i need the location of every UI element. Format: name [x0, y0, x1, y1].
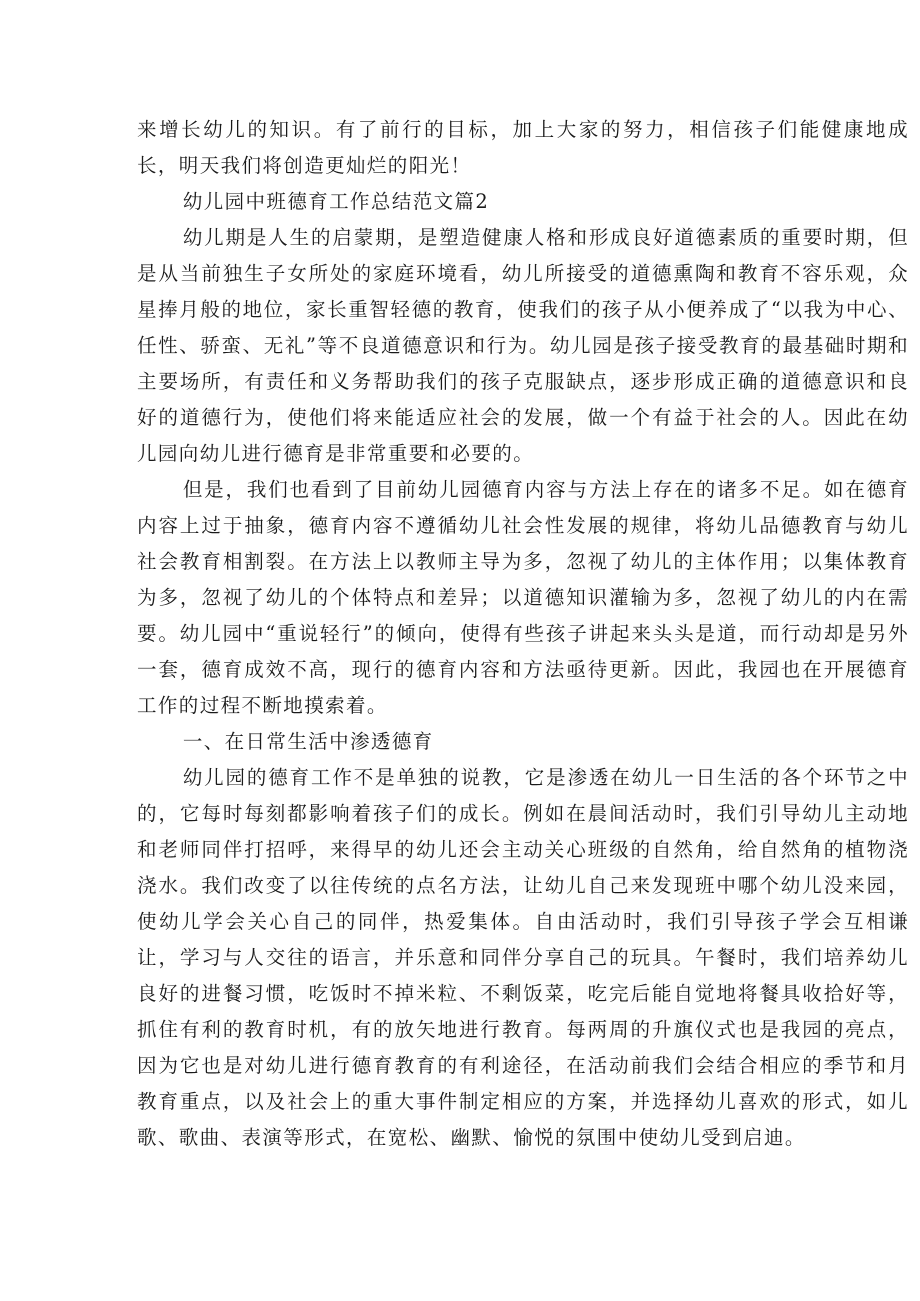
- paragraph: 但是，我们也看到了目前幼儿园德育内容与方法上存在的诸多不足。如在德育内容上过于抽象，德育内容不遵循幼儿社会性发展的规律，将幼儿品德教育与幼儿社会教育相割裂。在方法上以教师主导为多，忽视了幼儿的主体作用；以集体教育为多，忽视了幼儿的个体特点和差异；以道德知识灌输为多，忽视了幼儿的内在需要。幼儿园中“重说轻行”的倾向，使得有些孩子讲起来头头是道，而行动却是另外一套，德育成效不高，现行的德育内容和方法亟待更新。因此，我园也在开展德育工作的过程不断地摸索着。: [137, 478, 909, 717]
- document-body: [137, 112, 909, 1156]
- paragraph-continuation: 来增长幼儿的知识。有了前行的目标，加上大家的努力，相信孩子们能健康地成长，明天我们将创造更灿烂的阳光！: [137, 118, 909, 177]
- paragraph: 幼儿期是人生的启蒙期，是塑造健康人格和形成良好道德素质的重要时期，但是从当前独生子女所处的家庭环境看，幼儿所接受的道德熏陶和教育不容乐观，众星捧月般的地位，家长重智轻德的教育，使我们的孩子从小便养成了“以我为中心、任性、骄蛮、无礼”等不良道德意识和行为。幼儿园是孩子接受教育的最基础时期和主要场所，有责任和义务帮助我们的孩子克服缺点，逐步形成正确的道德意识和良好的道德行为，使他们将来能适应社会的发展，做一个有益于社会的人。因此在幼儿园向幼儿进行德育是非常重要和必要的。: [137, 226, 909, 465]
- paragraph: 幼儿园的德育工作不是单独的说教，它是渗透在幼儿一日生活的各个环节之中的，它每时每刻都影响着孩子们的成长。例如在晨间活动时，我们引导幼儿主动地和老师同伴打招呼，来得早的幼儿还会主动关心班级的自然角，给自然角的植物浇浇水。我们改变了以往传统的点名方法，让幼儿自己来发现班中哪个幼儿没来园，使幼儿学会关心自己的同伴，热爱集体。自由活动时，我们引导孩子学会互相谦让，学习与人交往的语言，并乐意和同伴分享自己的玩具。午餐时，我们培养幼儿良好的进餐习惯，吃饭时不掉米粒、不剩饭菜，吃完后能自觉地将餐具收拾好等，抓住有利的教育时机，有的放矢地进行教育。每两周的升旗仪式也是我园的亮点，因为它也是对幼儿进行德育教育的有利途径，在活动前我们会结合相应的季节和月教育重点，以及社会上的重大事件制定相应的方案，并选择幼儿喜欢的形式，如儿歌、歌曲、表演等形式，在宽松、幽默、愉悦的氛围中使幼儿受到启迪。: [137, 766, 909, 1149]
- subsection-heading: 一、在日常生活中渗透德育: [182, 730, 434, 753]
- section-title: 幼儿园中班德育工作总结范文篇2: [182, 190, 490, 213]
